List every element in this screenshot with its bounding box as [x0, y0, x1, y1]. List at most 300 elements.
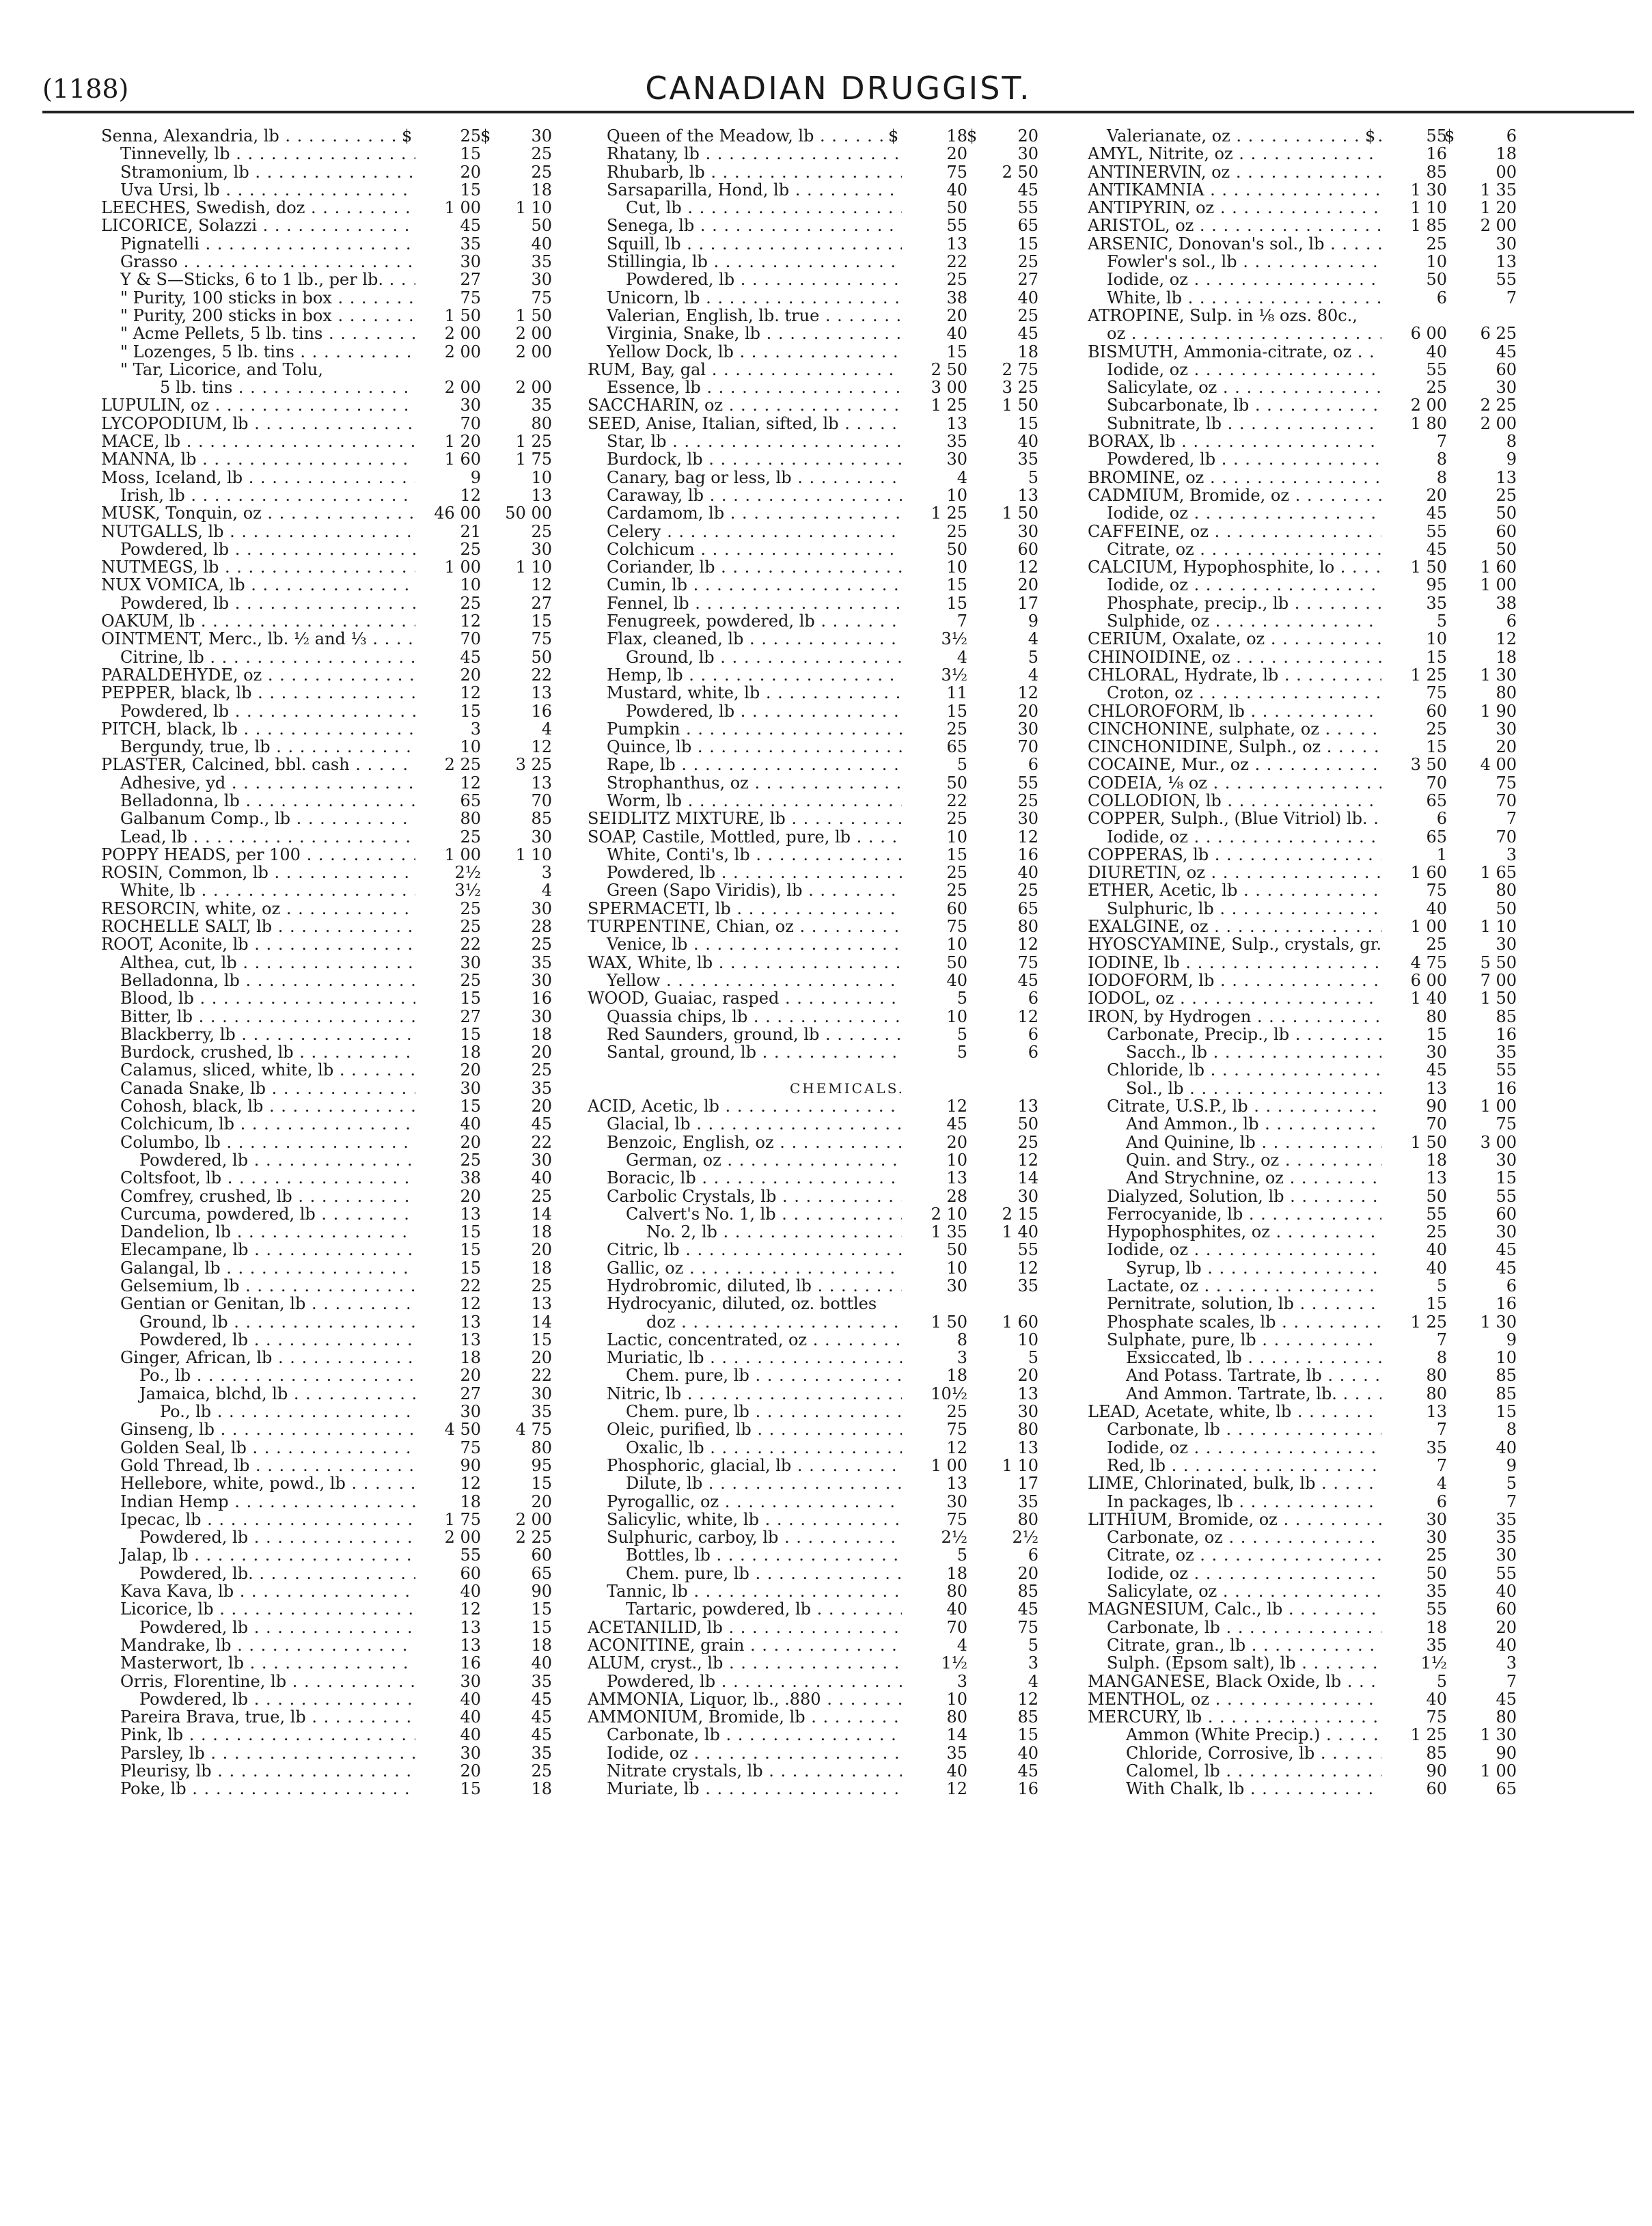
- price-row: [588, 738, 1107, 756]
- price-low: 40: [946, 324, 967, 344]
- item-name: POPPY HEADS, per 100 . . .: [101, 846, 415, 864]
- item-name: Powdered, lb. . . .: [101, 1565, 415, 1582]
- price-low: 7: [1436, 1420, 1447, 1440]
- item-name: MANGANESE, Black Oxide, lb . . .: [1088, 1673, 1381, 1690]
- item-name: Sarsaparilla, Hond, lb . . .: [588, 181, 902, 199]
- price-row: [101, 469, 620, 486]
- price-low: 1½: [1420, 1653, 1447, 1673]
- price-low: 25: [946, 863, 967, 883]
- header: [42, 70, 1634, 111]
- item-name: Ginseng, lb . . .: [101, 1420, 415, 1438]
- price-row: [101, 1277, 620, 1295]
- price-row: [1088, 1080, 1607, 1097]
- price-row: [588, 1600, 1107, 1618]
- price-low: 15: [460, 701, 481, 721]
- price-low: 2 50: [931, 359, 967, 379]
- item-name: Belladonna, lb . . .: [101, 792, 415, 810]
- price-high: 35: [531, 396, 552, 415]
- item-name: SACCHARIN, oz . . .: [588, 396, 902, 414]
- price-low: 35: [946, 1743, 967, 1763]
- price-low: 8: [1436, 467, 1447, 487]
- price-high: 12: [1017, 558, 1038, 577]
- price-row: [1088, 1744, 1607, 1762]
- price-low: 12: [460, 1474, 481, 1494]
- price-low: 1 40: [1410, 989, 1447, 1008]
- item-name: " Purity, 200 sticks in box . . .: [101, 307, 415, 325]
- price-high: 60: [1496, 359, 1517, 379]
- item-name: Venice, lb . . .: [588, 935, 902, 953]
- price-high: 3: [1506, 1653, 1517, 1673]
- price-row: [1088, 1008, 1607, 1026]
- price-row: [588, 864, 1107, 881]
- price-high: 30: [531, 1384, 552, 1403]
- item-name: Iodide, oz . . .: [1088, 1241, 1381, 1259]
- price-high: 15: [1017, 413, 1038, 433]
- price-row: [588, 1241, 1107, 1259]
- price-high: 6 25: [1480, 324, 1517, 344]
- price-low: 16: [460, 1653, 481, 1673]
- item-name: TURPENTINE, Chian, oz . . .: [588, 918, 902, 935]
- price-low: 15: [946, 701, 967, 721]
- item-name: ATROPINE, Sulp. in ⅛ ozs. 80c.,: [1088, 306, 1358, 325]
- price-low: 12: [460, 1294, 481, 1314]
- price-high: 12: [531, 575, 552, 595]
- item-name: Iodide, oz . . .: [1088, 361, 1381, 379]
- section-heading: CHEMICALS.: [789, 1080, 905, 1097]
- item-name: Yellow Dock, lb . . .: [588, 343, 902, 361]
- price-row: [588, 648, 1107, 666]
- price-high: 10: [1017, 1330, 1038, 1349]
- item-name: Iodide, oz . . .: [1088, 828, 1381, 846]
- item-name: Rape, lb . . .: [588, 756, 902, 773]
- price-high: 55: [1496, 270, 1517, 290]
- price-low: 30: [460, 1078, 481, 1098]
- price-low: 60: [460, 1563, 481, 1583]
- price-row: [1088, 774, 1607, 792]
- item-name: Sacch., lb . . .: [1088, 1043, 1381, 1061]
- price-low: 40: [946, 1599, 967, 1619]
- price-high: 75: [531, 629, 552, 649]
- price-high: 18: [1017, 342, 1038, 361]
- price-high: 6: [1028, 1024, 1038, 1044]
- item-name: Boracic, lb . . .: [588, 1169, 902, 1187]
- price-high: 25: [531, 521, 552, 541]
- item-name: " Lozenges, 5 lb. tins . . .: [101, 343, 415, 361]
- price-row: [588, 289, 1107, 307]
- price-high: 60: [1496, 1204, 1517, 1224]
- price-low: 13: [1426, 1168, 1447, 1188]
- price-row: [1088, 1295, 1607, 1313]
- price-high: 15: [531, 1617, 552, 1637]
- price-row: [588, 415, 1107, 432]
- price-low: 1 25: [1410, 1312, 1447, 1332]
- price-row: [1088, 1511, 1607, 1528]
- price-low: 40: [460, 1689, 481, 1709]
- item-name: Citrate, oz . . .: [1088, 540, 1381, 558]
- item-name: DIURETIN, oz . . .: [1088, 864, 1381, 881]
- item-name: LICORICE, Solazzi . . .: [101, 217, 415, 234]
- price-row: [588, 792, 1107, 810]
- item-name: CALCIUM, Hypophosphite, lo . . .: [1088, 558, 1381, 576]
- price-low: 18: [946, 1366, 967, 1386]
- price-high: 45: [531, 1114, 552, 1134]
- price-row: [1088, 594, 1607, 612]
- item-name: Cumin, lb . . .: [588, 576, 902, 594]
- item-name: Citrine, lb . . .: [101, 648, 415, 666]
- price-high: 45: [1017, 324, 1038, 344]
- item-name: Coriander, lb . . .: [588, 558, 902, 576]
- price-row: [1088, 684, 1607, 702]
- price-low: 45: [1426, 504, 1447, 523]
- price-row: [588, 127, 1107, 145]
- price-low: 1 00: [1410, 917, 1447, 937]
- price-high: 25: [531, 162, 552, 182]
- price-row: [588, 145, 1107, 163]
- price-row: [588, 935, 1107, 953]
- item-name: Green (Sapo Viridis), lb . . .: [588, 881, 902, 899]
- item-name: ARSENIC, Donovan's sol., lb . . .: [1088, 235, 1381, 253]
- item-name: Lactate, oz . . .: [1088, 1277, 1381, 1295]
- item-name: Phosphate, precip., lb . . .: [1088, 594, 1381, 612]
- price-row: [1088, 989, 1607, 1007]
- price-low: 1 00: [444, 198, 481, 218]
- price-low: 55: [1426, 521, 1447, 541]
- price-high: 2 00: [515, 342, 552, 361]
- price-low: 15: [946, 575, 967, 595]
- price-row: [588, 486, 1107, 504]
- item-name: HYOSCYAMINE, Sulp., crystals, gr. . . .: [1088, 935, 1381, 953]
- price-low: 30: [460, 1671, 481, 1691]
- price-row: [588, 558, 1107, 576]
- item-name: Calamus, sliced, white, lb . . .: [101, 1061, 415, 1079]
- price-low: 30: [946, 1276, 967, 1295]
- price-row: [1088, 935, 1607, 953]
- price-high: 6: [1028, 989, 1038, 1008]
- price-low: 45: [460, 216, 481, 236]
- price-low: 20: [460, 665, 481, 685]
- item-name: Powdered, lb . . .: [1088, 450, 1381, 468]
- price-low: 1 50: [1410, 1132, 1447, 1152]
- price-row: [588, 235, 1107, 253]
- price-low: 12: [460, 683, 481, 703]
- price-low: 75: [460, 1438, 481, 1457]
- price-low: 18: [460, 1492, 481, 1511]
- item-name: Parsley, lb . . .: [101, 1744, 415, 1762]
- price-low: 1: [1436, 844, 1447, 864]
- price-high: 6: [1028, 755, 1038, 775]
- price-high: 8: [1506, 1420, 1517, 1440]
- item-name: Orris, Florentine, lb . . .: [101, 1673, 415, 1690]
- price-row: [1088, 828, 1607, 846]
- price-high: 30: [1017, 1402, 1038, 1422]
- price-high: 1 20: [1480, 198, 1517, 218]
- item-name: Sol., lb . . .: [1088, 1080, 1381, 1097]
- item-name: Adhesive, yd . . .: [101, 774, 415, 792]
- price-high: 1 30: [1480, 1312, 1517, 1332]
- item-name: Citric, lb . . .: [588, 1241, 902, 1259]
- price-high: 4: [1028, 665, 1038, 685]
- item-name: Elecampane, lb . . .: [101, 1241, 415, 1259]
- item-name: NUTGALLS, lb . . .: [101, 523, 415, 540]
- item-name: Unicorn, lb . . .: [588, 289, 902, 307]
- item-name: ANTIKAMNIA . . .: [1088, 181, 1381, 199]
- price-row: [101, 1043, 620, 1061]
- price-low: 13: [946, 413, 967, 433]
- price-high: 28: [531, 917, 552, 937]
- price-low: 22: [946, 791, 967, 810]
- price-high: 12: [1496, 629, 1517, 649]
- price-high: 1 90: [1480, 701, 1517, 721]
- price-high: 13: [531, 683, 552, 703]
- price-row: [588, 540, 1107, 558]
- price-low: 85: [1426, 162, 1447, 182]
- price-high: 2 00: [515, 324, 552, 344]
- price-row: [101, 1744, 620, 1762]
- item-name: Valerian, English, lb. true . . .: [588, 307, 902, 325]
- item-name: Calomel, lb . . .: [1088, 1762, 1381, 1780]
- price-row: [588, 1223, 1107, 1241]
- item-name: Nitric, lb . . .: [588, 1385, 902, 1403]
- price-low: 18: [1426, 1150, 1447, 1170]
- price-row: [1088, 1385, 1607, 1403]
- item-name: Subcarbonate, lb . . .: [1088, 396, 1381, 414]
- price-low: 25: [1426, 234, 1447, 253]
- price-high: 22: [531, 1366, 552, 1386]
- item-name: MUSK, Tonquin, oz . . .: [101, 504, 415, 522]
- price-row: [101, 1600, 620, 1618]
- price-high: 3 25: [1002, 378, 1038, 398]
- price-high: 55: [1496, 1060, 1517, 1080]
- price-row: [1088, 1546, 1607, 1564]
- price-low: 13: [460, 1330, 481, 1349]
- price-high: 25: [531, 1276, 552, 1295]
- price-row: [1088, 1151, 1607, 1169]
- price-low: 40: [1426, 342, 1447, 361]
- price-low: 1 30: [1410, 180, 1447, 200]
- price-high: 80: [531, 1438, 552, 1457]
- item-name: Po., lb . . .: [101, 1366, 415, 1384]
- price-row: [101, 702, 620, 720]
- item-name: Stillingia, lb . . .: [588, 253, 902, 271]
- price-high: 3: [1028, 1653, 1038, 1673]
- item-name: Fenugreek, powdered, lb . . .: [588, 612, 902, 630]
- price-low: 1 00: [444, 844, 481, 864]
- price-low: 40: [946, 970, 967, 990]
- price-row: [101, 576, 620, 594]
- price-row: [101, 828, 620, 846]
- price-low: 20: [460, 162, 481, 182]
- price-row: [1088, 1061, 1607, 1079]
- price-high: 15: [531, 612, 552, 631]
- price-row: [588, 1259, 1107, 1277]
- price-high: 40: [531, 1653, 552, 1673]
- price-high: 55: [1017, 198, 1038, 218]
- price-high: 18: [531, 1222, 552, 1242]
- price-high: 18: [531, 1024, 552, 1044]
- price-low: 1 00: [444, 558, 481, 577]
- price-row: [101, 756, 620, 773]
- item-name: MENTHOL, oz . . .: [1088, 1690, 1381, 1708]
- price-low: 30: [460, 396, 481, 415]
- price-low: 80: [946, 1582, 967, 1602]
- price-row: [1088, 1690, 1607, 1708]
- price-low: 13: [1426, 1078, 1447, 1098]
- price-row: [1088, 1313, 1607, 1331]
- item-name: Powdered, lb . . .: [101, 540, 415, 558]
- price-row: [588, 881, 1107, 899]
- price-low: 45: [1426, 1060, 1447, 1080]
- item-name: Cohosh, black, lb . . .: [101, 1097, 415, 1115]
- price-high: 1 10: [1002, 1455, 1038, 1475]
- price-row: [588, 163, 1107, 181]
- price-low: 18: [460, 1348, 481, 1368]
- price-low: 55: [1426, 126, 1447, 146]
- item-name: COPPER, Sulph., (Blue Vitriol) lb. . . .: [1088, 810, 1381, 827]
- price-low: 15: [460, 144, 481, 164]
- price-row: [101, 486, 620, 504]
- price-high: 20: [1496, 737, 1517, 757]
- price-row: [588, 989, 1107, 1007]
- price-low: 2½: [454, 863, 481, 883]
- item-name: Senega, lb . . .: [588, 217, 902, 234]
- price-row: [1088, 1420, 1607, 1438]
- item-name: Pyrogallic, oz . . .: [588, 1493, 902, 1511]
- price-low: 50: [946, 198, 967, 218]
- item-name: " Tar, Licorice, and Tolu,: [120, 360, 323, 379]
- price-row: [101, 684, 620, 702]
- price-high: 45: [531, 1725, 552, 1745]
- item-name: ROCHELLE SALT, lb . . .: [101, 918, 415, 935]
- price-high: 4 00: [1480, 755, 1517, 775]
- item-name: Po., lb . . .: [101, 1403, 415, 1420]
- item-name: Chem. pure, lb . . .: [588, 1366, 902, 1384]
- price-high: 80: [1017, 1420, 1038, 1440]
- price-low: 27: [460, 1006, 481, 1026]
- price-row: [1088, 1619, 1607, 1636]
- price-high: 20: [531, 1348, 552, 1368]
- item-name: Carbonate, lb . . .: [1088, 1619, 1381, 1636]
- price-high: 13: [1017, 485, 1038, 505]
- item-name: Lactic, concentrated, oz . . .: [588, 1331, 902, 1349]
- price-row: [101, 396, 620, 414]
- price-high: 65: [531, 1563, 552, 1583]
- price-low: 25: [946, 521, 967, 541]
- item-name: Tannic, lb . . .: [588, 1582, 902, 1600]
- price-high: 45: [531, 1707, 552, 1727]
- price-high: 1 10: [515, 558, 552, 577]
- price-row: [1088, 1403, 1607, 1420]
- price-row: [1088, 1133, 1607, 1151]
- item-name: CINCHONINE, sulphate, oz . . .: [1088, 720, 1381, 738]
- price-high: 15: [531, 1599, 552, 1619]
- item-name: Flax, cleaned, lb . . .: [588, 630, 902, 648]
- price-low: 18: [460, 1043, 481, 1062]
- price-row: [588, 810, 1107, 827]
- item-name: Dialyzed, Solution, lb . . .: [1088, 1187, 1381, 1205]
- price-row: [588, 1726, 1107, 1744]
- price-high: 18: [1496, 647, 1517, 667]
- price-high: 35: [1017, 1492, 1038, 1511]
- price-high: 18: [1496, 144, 1517, 164]
- price-low: 20: [946, 1132, 967, 1152]
- item-name: Powdered, lb . . .: [588, 1673, 902, 1690]
- price-high: 75: [531, 288, 552, 307]
- item-name: ACONITINE, grain . . .: [588, 1636, 902, 1654]
- price-row: [101, 1115, 620, 1133]
- price-low: 25: [1426, 935, 1447, 954]
- price-high: 12: [1017, 1006, 1038, 1026]
- price-high: 60: [1496, 521, 1517, 541]
- price-low: 4: [956, 647, 967, 667]
- price-high: 18: [531, 1635, 552, 1655]
- price-row: [101, 738, 620, 756]
- page-title: CANADIAN DRUGGIST.: [645, 70, 1032, 107]
- price-row: [588, 1151, 1107, 1169]
- price-row: [101, 1528, 620, 1546]
- price-row: [1088, 576, 1607, 594]
- price-row: [588, 1546, 1107, 1564]
- price-high: 1 00: [1480, 1097, 1517, 1116]
- price-row: [101, 504, 620, 522]
- price-high: 15: [1496, 1168, 1517, 1188]
- price-row: [588, 1026, 1107, 1043]
- price-low: 18: [946, 1563, 967, 1583]
- price-low: 5: [956, 1043, 967, 1062]
- price-high: 35: [531, 1671, 552, 1691]
- price-high: 30: [1496, 1222, 1517, 1242]
- price-high: 30: [1496, 719, 1517, 739]
- price-row: [101, 145, 620, 163]
- item-name: SPERMACETI, lb . . .: [588, 900, 902, 918]
- price-low: 13: [460, 1204, 481, 1224]
- price-low: 80: [460, 809, 481, 829]
- item-name: Queen of the Meadow, lb . . .: [588, 127, 902, 145]
- price-row: [1088, 648, 1607, 666]
- item-name: SEIDLITZ MIXTURE, lb . . .: [588, 810, 902, 827]
- price-high: 6: [1506, 612, 1517, 631]
- price-high: 20: [531, 1492, 552, 1511]
- price-high: 12: [1017, 827, 1038, 847]
- price-low: 1 50: [444, 305, 481, 325]
- price-high: 12: [1017, 683, 1038, 703]
- price-row: [101, 1151, 620, 1169]
- price-high: 22: [531, 1132, 552, 1152]
- price-low: 15: [460, 989, 481, 1008]
- price-low: 2 00: [444, 324, 481, 344]
- price-high: 60: [1496, 1599, 1517, 1619]
- item-name: SOAP, Castile, Mottled, pure, lb . . .: [588, 828, 902, 846]
- price-row: [1088, 900, 1607, 918]
- item-name: NUX VOMICA, lb . . .: [101, 576, 415, 594]
- item-name: COLLODION, lb . . .: [1088, 792, 1381, 810]
- price-low: 12: [460, 485, 481, 505]
- price-low: 70: [946, 1617, 967, 1637]
- price-high: 5 50: [1480, 952, 1517, 972]
- price-row: [1088, 432, 1607, 450]
- price-high: 25: [1017, 305, 1038, 325]
- price-low: 80: [1426, 1366, 1447, 1386]
- item-name: Golden Seal, lb . . .: [101, 1439, 415, 1457]
- price-low: 40: [460, 1725, 481, 1745]
- item-name: Calvert's No. 1, lb . . .: [588, 1205, 902, 1223]
- price-row: [1088, 1241, 1607, 1259]
- price-low: 90: [1426, 1097, 1447, 1116]
- price-row: [588, 1349, 1107, 1366]
- price-high: 35: [1017, 1276, 1038, 1295]
- price-low: 13: [460, 1312, 481, 1332]
- price-high: 80: [1496, 683, 1517, 703]
- price-low: 25: [460, 898, 481, 918]
